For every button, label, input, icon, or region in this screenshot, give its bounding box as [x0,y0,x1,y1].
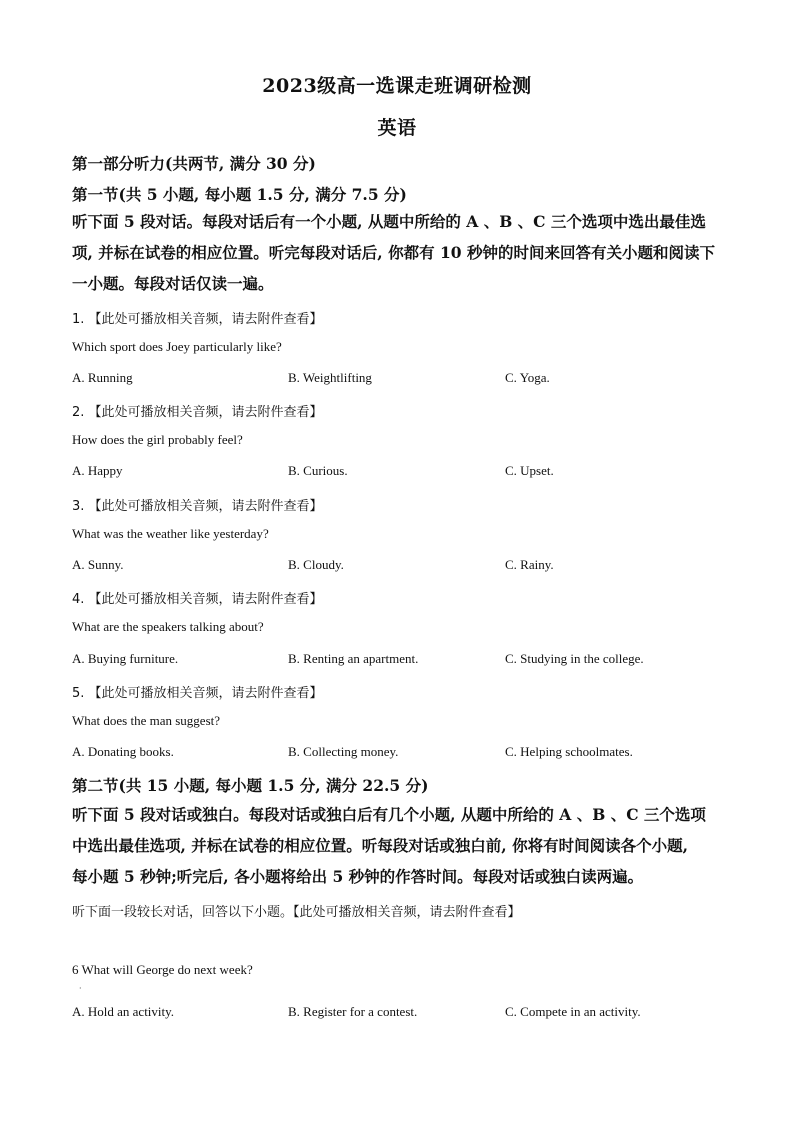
section1-heading: 第一节(共 5 小题, 每小题 1.5 分, 满分 7.5 分) [72,185,407,204]
question-text: 6 What will George do next week? [72,962,253,977]
instruction-line: 一小题。每段对话仅读一遍。 [72,274,274,293]
option-a: A. Sunny. [72,557,124,572]
instruction-line: 中选出最佳选项, 并标在试卷的相应位置。听每段对话或独白前, 你将有时间阅读各个小题, [72,836,688,855]
option-c: C. Rainy. [505,557,554,572]
subject-title: 英语 [377,117,417,139]
part1-heading: 第一部分听力(共两节, 满分 30 分) [72,154,316,173]
exam-title: 2023级高一选课走班调研检测 [262,75,532,97]
option-a: A. Happy [72,463,123,478]
instruction-line: 听下面 5 段对话或独白。每段对话或独白后有几个小题, 从题中所给的 A 、B 、C 三个选项 [72,805,706,824]
audio-placeholder[interactable]: 2. 【此处可播放相关音频，请去附件查看】 [72,405,323,420]
question-text: Which sport does Joey particularly like? [72,339,282,354]
section2-heading: 第二节(共 15 小题, 每小题 1.5 分, 满分 22.5 分) [72,776,429,795]
question-text: What are the speakers talking about? [72,619,264,634]
audio-placeholder[interactable]: 1. 【此处可播放相关音频，请去附件查看】 [72,312,323,327]
section1-instructions [72,206,724,299]
option-a: A. Hold an activity. [72,1004,175,1019]
audio-placeholder[interactable]: 4. 【此处可播放相关音频，请去附件查看】 [72,592,323,607]
question-text: What was the weather like yesterday? [72,526,269,541]
option-b: B. Cloudy. [288,557,344,572]
option-a: A. Running [72,370,133,385]
instruction-line: 每小题 5 秒钟;听完后, 各小题将给出 5 秒钟的作答时间。每段对话或独白读两遍。 [72,867,644,886]
option-b: B. Weightlifting [288,370,372,385]
option-b: B. Register for a contest. [288,1004,418,1019]
question-text: What does the man suggest? [72,713,221,728]
stray-mark: · [79,984,82,993]
audio-placeholder[interactable]: 5. 【此处可播放相关音频，请去附件查看】 [72,686,323,701]
instruction-line: 听下面 5 段对话。每段对话后有一个小题, 从题中所给的 A 、B 、C 三个选项中选出最佳选 [72,212,706,231]
option-b: B. Collecting money. [288,744,399,759]
option-a: A. Donating books. [72,744,174,759]
option-c: C. Upset. [505,463,554,478]
long-dialogue-prompt[interactable]: 听下面一段较长对话，回答以下小题。【此处可播放相关音频，请去附件查看】 [72,905,521,920]
option-c: C. Studying in the college. [505,651,644,666]
option-a: A. Buying furniture. [72,651,179,666]
audio-placeholder[interactable]: 3. 【此处可播放相关音频，请去附件查看】 [72,499,323,514]
option-c: C. Compete in an activity. [505,1004,641,1019]
instruction-line: 项, 并标在试卷的相应位置。听完每段对话后, 你都有 10 秒钟的时间来回答有关小题和阅读下 [72,243,715,262]
question-text: How does the girl probably feel? [72,432,243,447]
option-b: B. Curious. [288,463,348,478]
option-c: C. Helping schoolmates. [505,744,633,759]
option-b: B. Renting an apartment. [288,651,419,666]
section2-instructions [72,799,724,892]
option-c: C. Yoga. [505,370,550,385]
